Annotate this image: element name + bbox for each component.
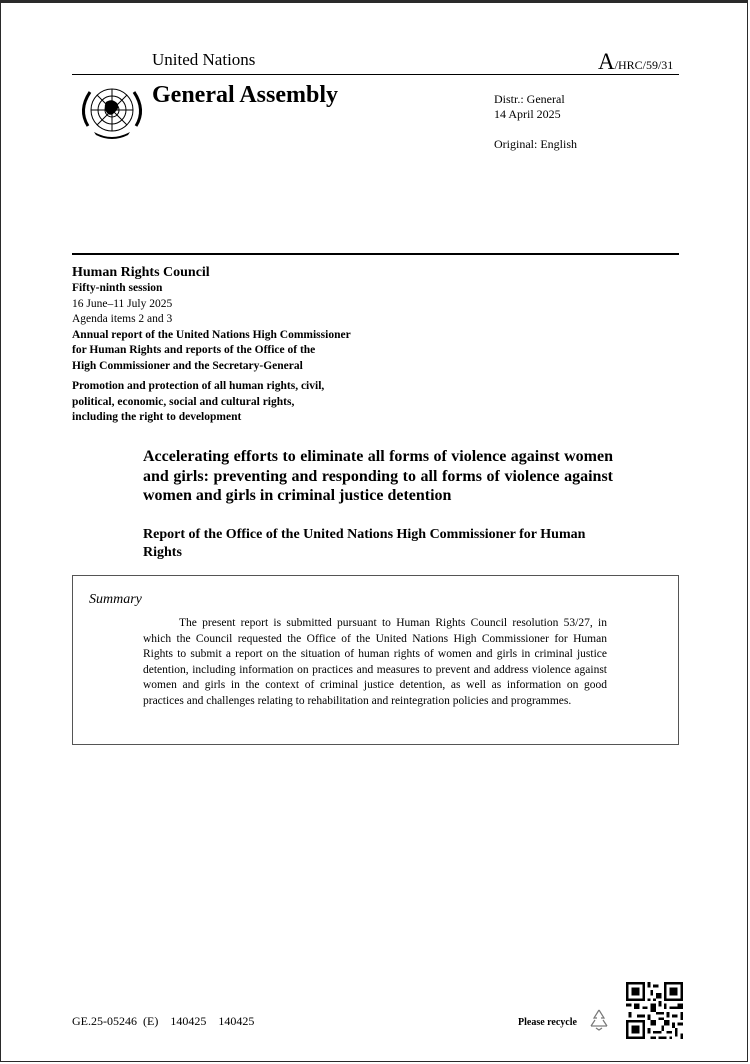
council-name: Human Rights Council bbox=[72, 265, 210, 280]
distribution-status: Distr.: General bbox=[494, 92, 565, 106]
council-block bbox=[72, 264, 402, 426]
job-number-block bbox=[72, 1014, 254, 1029]
symbol-rest: /HRC/59/31 bbox=[614, 58, 674, 72]
agenda-item-1-line: for Human Rights and reports of the Office of the bbox=[72, 344, 316, 356]
document-date: 14 April 2025 bbox=[494, 107, 561, 121]
agenda-items: Agenda items 2 and 3 bbox=[72, 313, 173, 325]
summary-text: The present report is submitted pursuant to Human Rights Council resolution 53/27, in which the Council requested the Office of the United Nations High Commissioner for Human Rights to submit a report on the situation of human rights of women and girls in criminal justice detention, including information on practices and measures to prevent and address violence against women and girls in the context of criminal justice detention, as well as information on good practices and challenges relating to rehabilitation and reintegration policies and programmes. bbox=[143, 617, 607, 707]
job-number: GE.25-05246 bbox=[72, 1014, 137, 1028]
un-emblem-icon bbox=[76, 80, 148, 144]
organization-name: United Nations bbox=[152, 50, 256, 69]
report-main-title: Accelerating efforts to eliminate all forms of violence against women and girls: preventing and responding to all forms of violence against women and girls in criminal justice detention bbox=[143, 448, 613, 504]
summary-heading: Summary bbox=[89, 592, 142, 607]
session-dates: 16 June–11 July 2025 bbox=[72, 297, 173, 310]
recycle-label: Please recycle bbox=[518, 1017, 577, 1028]
date-code-1: 140425 bbox=[170, 1014, 207, 1028]
agenda-item-2-line: Promotion and protection of all human rights, civil, bbox=[72, 380, 325, 392]
recycle-icon bbox=[587, 1007, 611, 1031]
language-code: (E) bbox=[143, 1014, 159, 1028]
report-author-title: Report of the Office of the United Nations High Commissioner for Human Rights bbox=[143, 527, 586, 560]
document-symbol bbox=[598, 50, 673, 73]
symbol-prefix: A bbox=[598, 49, 615, 74]
organ-title: General Assembly bbox=[152, 82, 338, 108]
original-language: Original: English bbox=[494, 137, 577, 151]
agenda-item-2-line: political, economic, social and cultural rights, bbox=[72, 395, 295, 408]
distribution-block bbox=[494, 92, 565, 122]
qr-code-icon bbox=[626, 982, 683, 1039]
agenda-item-2-line: including the right to development bbox=[72, 411, 242, 423]
agenda-item-1-line: High Commissioner and the Secretary-General bbox=[72, 359, 303, 372]
session-name: Fifty-ninth session bbox=[72, 282, 163, 294]
date-code-2: 140425 bbox=[218, 1014, 255, 1028]
section-rule bbox=[72, 253, 679, 255]
header-rule bbox=[72, 74, 679, 75]
agenda-item-1-line: Annual report of the United Nations High Commissioner bbox=[72, 328, 351, 341]
